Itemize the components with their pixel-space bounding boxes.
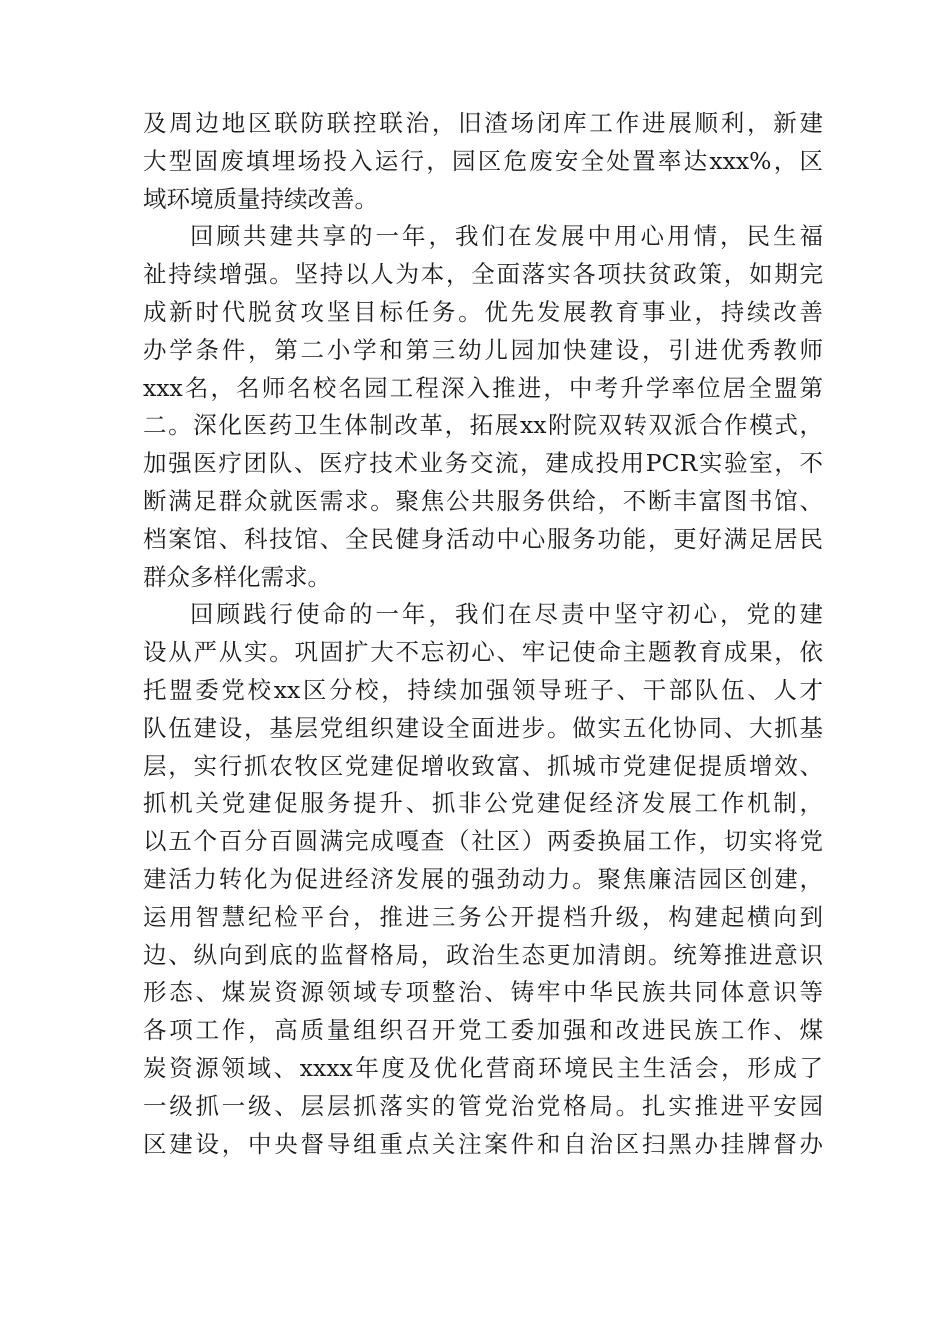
- text-line: 形态、煤炭资源领域专项整治、铸牢中华民族共同体意识等: [143, 978, 823, 1007]
- text-line: 边、纵向到底的监督格局，政治生态更加清朗。统筹推进意识: [143, 940, 823, 969]
- text-line: 加强医疗团队、医疗技术业务交流，建成投用PCR实验室，不: [143, 449, 823, 478]
- text-line: 祉持续增强。坚持以人为本，全面落实各项扶贫政策，如期完: [143, 260, 823, 289]
- text-line: 托盟委党校xx区分校，持续加强领导班子、干部队伍、人才: [143, 675, 823, 704]
- text-line: 区建设，中央督导组重点关注案件和自治区扫黑办挂牌督办: [143, 1129, 823, 1158]
- document-body: [143, 105, 823, 1163]
- text-line: 运用智慧纪检平台，推进三务公开提档升级，构建起横向到: [143, 902, 823, 931]
- text-line: 回顾共建共享的一年，我们在发展中用心用情，民生福: [190, 222, 823, 251]
- text-line: 炭资源领域、xxxx年度及优化营商环境民主生活会，形成了: [143, 1053, 823, 1082]
- text-line: 各项工作，高质量组织召开党工委加强和改进民族工作、煤: [143, 1016, 823, 1045]
- text-line: 档案馆、科技馆、全民健身活动中心服务功能，更好满足居民: [143, 524, 823, 553]
- text-line: 抓机关党建促服务提升、抓非公党建促经济发展工作机制，: [143, 789, 823, 818]
- text-line: 队伍建设，基层党组织建设全面进步。做实五化协同、大抓基: [143, 713, 823, 742]
- text-line: 一级抓一级、层层抓落实的管党治党格局。扎实推进平安园: [143, 1091, 823, 1120]
- paragraph-2: [143, 218, 823, 596]
- text-line: 回顾践行使命的一年，我们在尽责中坚守初心，党的建: [190, 600, 823, 629]
- text-line: 层，实行抓农牧区党建促增收致富、抓城市党建促提质增效、: [143, 751, 823, 780]
- text-line: 成新时代脱贫攻坚目标任务。优先发展教育事业，持续改善: [143, 297, 823, 326]
- text-line: 建活力转化为促进经济发展的强劲动力。聚焦廉洁园区创建，: [143, 864, 823, 893]
- text-line: 办学条件，第二小学和第三幼儿园加快建设，引进优秀教师: [143, 335, 823, 364]
- text-line: 群众多样化需求。: [143, 562, 331, 591]
- paragraph-1: [143, 105, 823, 218]
- text-line: xxx名，名师名校名园工程深入推进，中考升学率位居全盟第: [143, 373, 823, 402]
- text-line: 二。深化医药卫生体制改革，拓展xx附院双转双派合作模式，: [143, 411, 823, 440]
- paragraph-3: [143, 596, 823, 1163]
- text-line: 设从严从实。巩固扩大不忘初心、牢记使命主题教育成果，依: [143, 638, 823, 667]
- text-line: 以五个百分百圆满完成嘎查（社区）两委换届工作，切实将党: [143, 827, 823, 856]
- text-line: 大型固废填埋场投入运行，园区危废安全处置率达xxx%，区: [143, 146, 823, 175]
- text-line: 及周边地区联防联控联治，旧渣场闭库工作进展顺利，新建: [143, 109, 823, 137]
- text-line: 断满足群众就医需求。聚焦公共服务供给，不断丰富图书馆、: [143, 486, 823, 515]
- text-line: 域环境质量持续改善。: [143, 184, 378, 213]
